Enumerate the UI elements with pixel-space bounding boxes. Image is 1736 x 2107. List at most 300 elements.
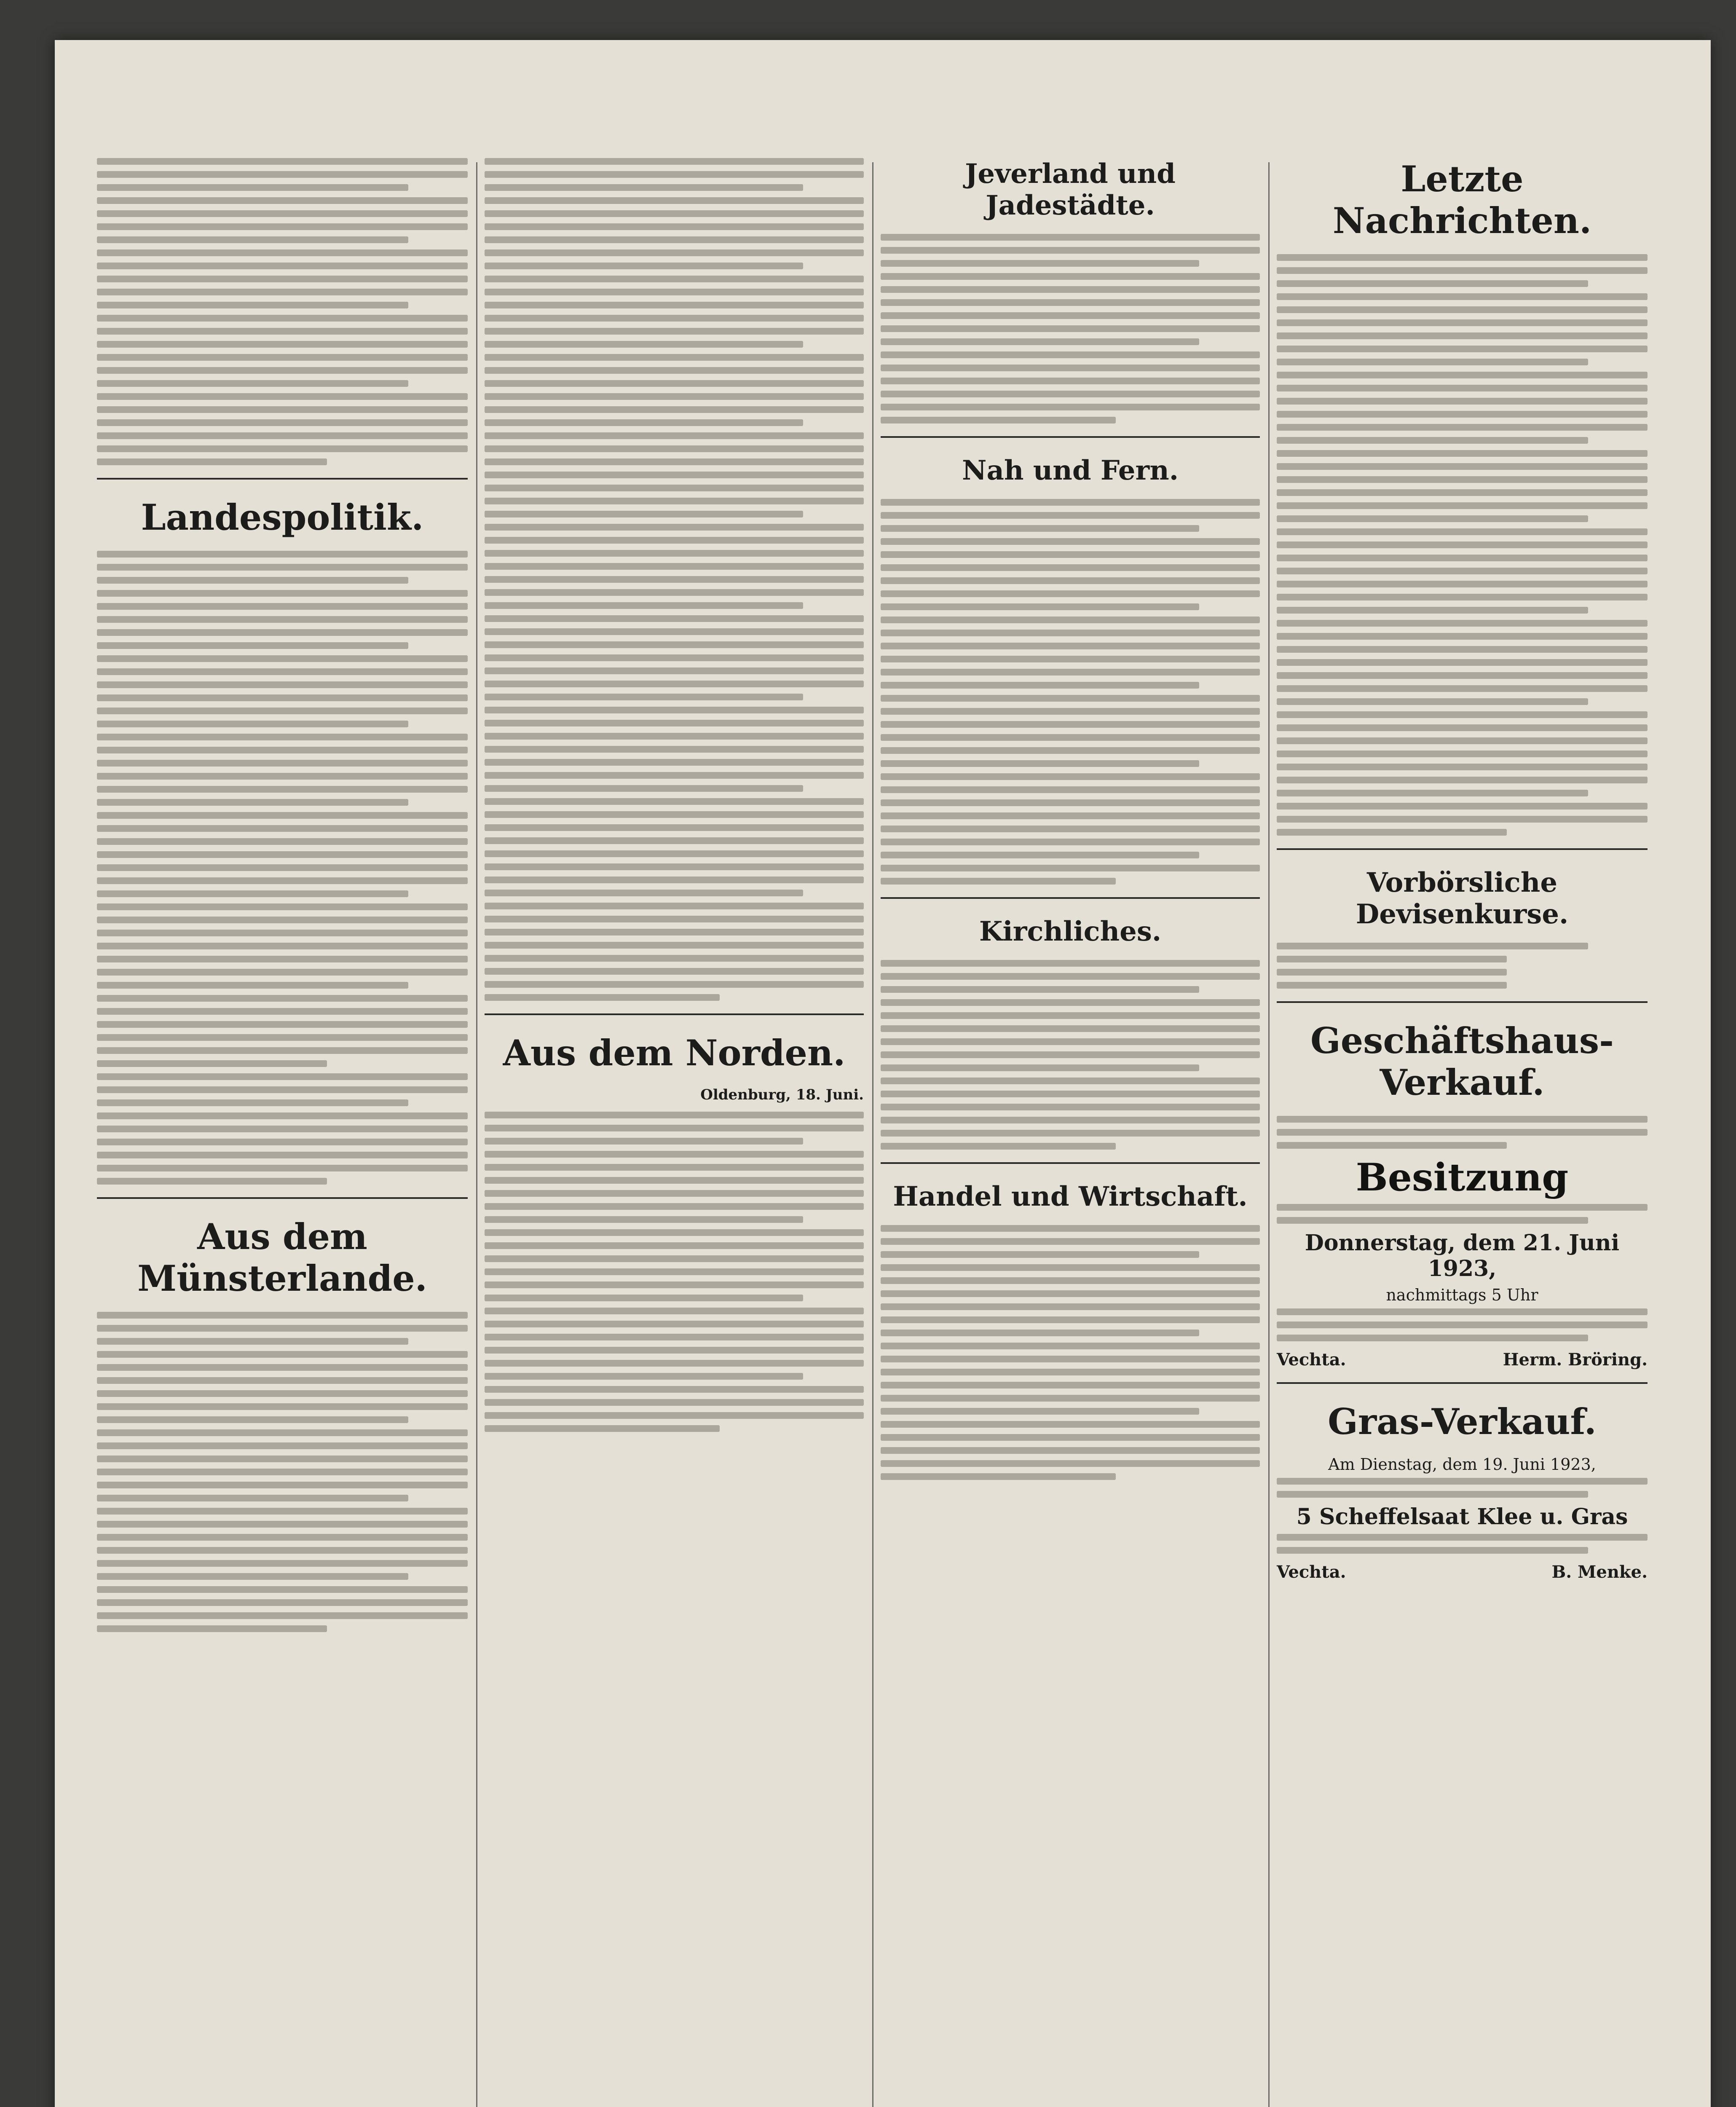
text-line — [1277, 280, 1588, 287]
text-line — [881, 1434, 1260, 1441]
sign-place: Vechta. — [1277, 1562, 1346, 1582]
text-line — [97, 603, 468, 610]
text-line — [485, 667, 864, 674]
text-line — [97, 890, 408, 897]
text-line — [881, 1038, 1260, 1045]
text-line — [485, 981, 864, 988]
text-line — [97, 590, 468, 597]
text-line — [97, 877, 468, 884]
text-line — [1277, 332, 1648, 339]
text-line — [485, 367, 864, 374]
text-line — [97, 773, 468, 780]
text-line — [1277, 1335, 1588, 1341]
text-line — [1277, 659, 1648, 666]
text-line — [881, 617, 1260, 623]
text-line — [485, 1347, 864, 1354]
ad-time: nachmittags 5 Uhr — [1386, 1286, 1538, 1304]
text-block — [881, 960, 1260, 1150]
text-line — [1277, 385, 1648, 391]
section-rule — [881, 897, 1260, 899]
text-line — [1277, 698, 1588, 705]
text-line — [1277, 594, 1648, 600]
text-line — [97, 760, 468, 767]
text-line — [97, 197, 468, 204]
column-rule — [872, 162, 873, 2107]
text-line — [97, 367, 468, 374]
text-line — [97, 210, 468, 217]
text-line — [881, 1473, 1116, 1480]
text-line — [485, 602, 803, 609]
text-line — [881, 721, 1260, 728]
text-block — [1277, 254, 1648, 836]
text-line — [1277, 943, 1588, 949]
text-line — [881, 603, 1199, 610]
text-line — [485, 615, 864, 622]
text-line — [485, 197, 864, 204]
heading-muensterland: Aus dem Münsterlande. — [137, 1216, 427, 1299]
text-block — [97, 551, 468, 1185]
text-line — [1277, 751, 1648, 757]
text-line — [881, 338, 1199, 345]
text-line — [881, 1369, 1260, 1375]
text-line — [97, 223, 468, 230]
text-line — [485, 472, 864, 478]
text-line — [881, 1356, 1260, 1362]
text-line — [485, 994, 720, 1001]
text-line — [881, 630, 1260, 636]
text-line — [881, 786, 1260, 793]
text-line — [97, 289, 468, 295]
text-line — [485, 511, 803, 517]
text-line — [881, 1130, 1260, 1137]
text-line — [485, 328, 864, 335]
text-line — [881, 986, 1199, 993]
text-line — [485, 210, 864, 217]
text-line — [1277, 816, 1648, 823]
text-line — [485, 654, 864, 661]
text-line — [485, 171, 864, 178]
text-line — [881, 1330, 1199, 1336]
text-line — [1277, 502, 1648, 509]
sign-name: B. Menke. — [1551, 1562, 1648, 1582]
text-line — [881, 325, 1260, 332]
text-line — [97, 1442, 468, 1449]
text-line — [97, 458, 327, 465]
text-line — [485, 1321, 864, 1327]
text-line — [1277, 969, 1507, 976]
text-line — [881, 999, 1260, 1006]
text-line — [97, 564, 468, 571]
text-line — [485, 890, 803, 896]
text-line — [485, 1112, 864, 1118]
text-line — [881, 512, 1260, 519]
text-line — [881, 564, 1260, 571]
text-line — [97, 1060, 327, 1067]
text-line — [881, 378, 1260, 384]
text-line — [881, 1238, 1260, 1245]
dateline: Oldenburg, 18. Juni. — [700, 1086, 864, 1103]
text-line — [881, 247, 1260, 254]
text-line — [97, 1099, 408, 1106]
text-line — [485, 498, 864, 504]
text-line — [1277, 1217, 1588, 1224]
text-line — [485, 746, 864, 753]
text-line — [485, 289, 864, 295]
text-line — [97, 551, 468, 558]
ad-date: Donnerstag, dem 21. Juni 1923, — [1305, 1230, 1620, 1281]
text-line — [1277, 1322, 1648, 1328]
text-block — [881, 1225, 1260, 1480]
section-rule — [485, 1013, 864, 1015]
text-line — [97, 432, 468, 439]
text-block — [881, 499, 1260, 885]
text-line — [881, 1264, 1260, 1271]
text-line — [881, 525, 1199, 532]
text-line — [1277, 672, 1648, 679]
text-line — [97, 1586, 468, 1593]
text-line — [485, 916, 864, 922]
column-4 — [1277, 158, 1648, 1582]
text-line — [1277, 1478, 1648, 1485]
text-line — [97, 956, 468, 962]
text-line — [485, 1125, 864, 1131]
text-line — [485, 1360, 864, 1367]
text-line — [1277, 515, 1588, 522]
heading-handel: Handel und Wirtschaft. — [893, 1181, 1248, 1212]
text-line — [485, 811, 864, 818]
text-line — [97, 1599, 468, 1606]
text-line — [97, 1112, 468, 1119]
heading-nah-fern: Nah und Fern. — [962, 455, 1179, 486]
text-line — [97, 1126, 468, 1132]
text-line — [1277, 607, 1588, 614]
text-line — [1277, 1142, 1507, 1149]
column-3 — [881, 158, 1260, 1486]
text-line — [881, 1290, 1260, 1297]
text-line — [485, 772, 864, 779]
text-line — [1277, 711, 1648, 718]
text-line — [1277, 359, 1588, 365]
text-line — [881, 1447, 1260, 1454]
text-line — [881, 682, 1199, 689]
text-line — [485, 942, 864, 949]
text-block — [97, 1312, 468, 1632]
text-line — [97, 917, 468, 923]
text-line — [97, 1338, 408, 1345]
text-line — [881, 312, 1260, 319]
text-line — [97, 799, 408, 806]
text-line — [97, 1021, 468, 1028]
text-line — [485, 1412, 864, 1419]
text-line — [485, 380, 864, 387]
text-line — [881, 1460, 1260, 1467]
text-line — [1277, 437, 1588, 444]
text-block — [1277, 1204, 1648, 1224]
text-line — [881, 960, 1260, 967]
text-line — [97, 930, 468, 936]
text-line — [881, 538, 1260, 545]
text-line — [485, 877, 864, 883]
text-line — [881, 1117, 1260, 1123]
text-line — [1277, 555, 1648, 561]
text-line — [485, 419, 803, 426]
text-line — [485, 1190, 864, 1197]
text-line — [881, 417, 1116, 424]
text-line — [1277, 777, 1648, 783]
heading-devisenkurse: Vorbörsliche Devisenkurse. — [1356, 867, 1569, 930]
text-line — [1277, 1116, 1648, 1123]
text-line — [97, 681, 468, 688]
text-block — [97, 158, 468, 465]
text-line — [97, 668, 468, 675]
text-line — [485, 1151, 864, 1158]
text-line — [1277, 541, 1648, 548]
text-block — [1277, 1478, 1648, 1498]
text-line — [97, 380, 408, 387]
column-2 — [485, 158, 864, 1438]
text-line — [881, 391, 1260, 397]
section-rule — [97, 1197, 468, 1199]
text-line — [485, 824, 864, 831]
text-line — [881, 1012, 1260, 1019]
text-line — [485, 393, 864, 400]
text-line — [881, 1343, 1260, 1349]
text-line — [97, 721, 408, 727]
text-line — [881, 826, 1260, 832]
section-rule — [97, 478, 468, 480]
text-line — [485, 1281, 864, 1288]
text-line — [485, 1229, 864, 1236]
text-line — [881, 839, 1260, 845]
text-line — [881, 760, 1199, 767]
text-line — [881, 878, 1116, 885]
text-line — [881, 865, 1260, 871]
text-line — [1277, 1547, 1588, 1554]
text-line — [97, 1008, 468, 1015]
text-line — [97, 1165, 468, 1171]
text-line — [1277, 450, 1648, 457]
heading-landespolitik: Landespolitik. — [141, 496, 424, 538]
section-rule — [1277, 1001, 1648, 1003]
text-line — [97, 354, 468, 361]
text-line — [485, 589, 864, 596]
text-line — [97, 184, 408, 191]
text-line — [97, 171, 468, 178]
text-line — [881, 1251, 1199, 1258]
text-line — [485, 550, 864, 557]
text-line — [1277, 319, 1648, 326]
text-line — [1277, 346, 1648, 352]
text-line — [485, 341, 803, 348]
text-line — [485, 1295, 803, 1301]
text-line — [881, 812, 1260, 819]
section-rule — [1277, 1382, 1648, 1384]
text-line — [97, 903, 468, 910]
text-line — [1277, 1308, 1648, 1315]
text-line — [881, 365, 1260, 371]
ad-title-besitzung: Besitzung — [1356, 1155, 1569, 1200]
text-line — [881, 404, 1260, 410]
text-line — [485, 798, 864, 805]
text-line — [485, 1425, 720, 1432]
text-line — [881, 1104, 1260, 1110]
text-line — [97, 1612, 468, 1619]
text-line — [97, 1390, 468, 1397]
text-line — [97, 236, 408, 243]
text-block — [1277, 1116, 1648, 1149]
text-line — [485, 1177, 864, 1184]
text-line — [485, 707, 864, 713]
text-line — [97, 838, 468, 845]
text-line — [97, 577, 408, 584]
text-line — [1277, 463, 1648, 470]
text-line — [881, 577, 1260, 584]
text-line — [97, 1534, 468, 1541]
text-line — [881, 708, 1260, 715]
text-line — [1277, 646, 1648, 653]
text-block — [485, 1112, 864, 1432]
text-line — [881, 747, 1260, 754]
text-line — [485, 263, 803, 269]
text-line — [485, 302, 864, 308]
text-line — [97, 1429, 468, 1436]
text-line — [97, 158, 468, 165]
text-line — [485, 563, 864, 570]
text-line — [97, 708, 468, 714]
text-line — [1277, 764, 1648, 770]
text-line — [1277, 620, 1648, 627]
text-line — [97, 1482, 468, 1488]
text-line — [485, 184, 803, 191]
text-line — [1277, 790, 1588, 796]
text-line — [1277, 293, 1648, 300]
text-line — [881, 260, 1199, 267]
section-rule — [1277, 848, 1648, 850]
text-line — [1277, 581, 1648, 587]
text-line — [485, 1373, 803, 1380]
section-rule — [881, 436, 1260, 438]
text-line — [485, 1203, 864, 1210]
heading-kirchliches: Kirchliches. — [979, 916, 1162, 947]
text-line — [1277, 1129, 1648, 1136]
text-line — [485, 785, 803, 792]
text-line — [97, 341, 468, 348]
text-line — [97, 1573, 408, 1580]
heading-letzte-nachrichten: Letzte Nachrichten. — [1332, 158, 1592, 241]
text-line — [97, 315, 468, 322]
signature-line — [1277, 1350, 1648, 1370]
text-line — [97, 1047, 468, 1054]
text-line — [485, 641, 864, 648]
text-line — [485, 1268, 864, 1275]
text-line — [97, 406, 468, 413]
text-line — [881, 1303, 1260, 1310]
text-line — [97, 864, 468, 871]
text-line — [1277, 528, 1648, 535]
text-line — [97, 302, 408, 308]
text-line — [485, 837, 864, 844]
text-line — [485, 1334, 864, 1340]
text-line — [485, 628, 864, 635]
text-line — [881, 1382, 1260, 1389]
text-line — [1277, 306, 1648, 313]
text-line — [97, 812, 468, 819]
text-line — [97, 393, 468, 400]
text-line — [485, 1164, 864, 1171]
text-line — [881, 1091, 1260, 1097]
text-line — [485, 863, 864, 870]
text-line — [881, 1051, 1260, 1058]
text-line — [97, 616, 468, 623]
text-line — [97, 1547, 468, 1554]
text-line — [97, 1034, 468, 1041]
text-line — [97, 1508, 468, 1515]
column-rule — [476, 162, 477, 2107]
text-line — [97, 655, 468, 662]
text-line — [485, 903, 864, 909]
text-line — [97, 328, 468, 335]
text-line — [1277, 398, 1648, 405]
text-line — [1277, 737, 1648, 744]
text-line — [97, 263, 468, 269]
text-line — [97, 1469, 468, 1475]
text-line — [97, 1073, 468, 1080]
text-line — [881, 499, 1260, 506]
text-line — [97, 786, 468, 793]
text-line — [97, 694, 468, 701]
text-line — [97, 734, 468, 740]
text-line — [97, 1364, 468, 1371]
text-line — [1277, 724, 1648, 731]
text-line — [881, 734, 1260, 741]
text-line — [881, 1277, 1260, 1284]
text-line — [1277, 267, 1648, 274]
heading-jeverland: Jeverland und Jadestädte. — [965, 158, 1176, 221]
heading-gras-verkauf: Gras-Verkauf. — [1328, 1401, 1597, 1442]
text-line — [485, 524, 864, 531]
gras-date: Am Dienstag, dem 19. Juni 1923, — [1328, 1455, 1596, 1474]
text-line — [485, 759, 864, 766]
text-line — [97, 1456, 468, 1462]
newspaper-page — [55, 40, 1711, 2107]
text-line — [485, 681, 864, 687]
text-block — [1277, 1308, 1648, 1341]
text-line — [881, 643, 1260, 649]
text-line — [485, 1308, 864, 1314]
text-line — [881, 1225, 1260, 1232]
text-line — [485, 537, 864, 544]
text-line — [97, 249, 468, 256]
text-line — [881, 551, 1260, 558]
text-line — [881, 1025, 1260, 1032]
heading-norden: Aus dem Norden. — [503, 1032, 846, 1074]
text-line — [485, 733, 864, 740]
text-line — [485, 1138, 803, 1145]
text-block — [485, 158, 864, 1001]
text-line — [881, 1421, 1260, 1428]
text-line — [485, 458, 864, 465]
section-rule — [881, 1162, 1260, 1164]
text-line — [881, 234, 1260, 241]
signature-line — [1277, 1562, 1648, 1582]
text-line — [97, 1625, 327, 1632]
text-line — [881, 299, 1260, 306]
text-line — [1277, 411, 1648, 418]
text-line — [1277, 982, 1507, 989]
heading-geschaeftshaus-verkauf: Geschäftshaus-Verkauf. — [1310, 1020, 1614, 1103]
text-line — [97, 825, 468, 832]
text-line — [881, 773, 1260, 780]
